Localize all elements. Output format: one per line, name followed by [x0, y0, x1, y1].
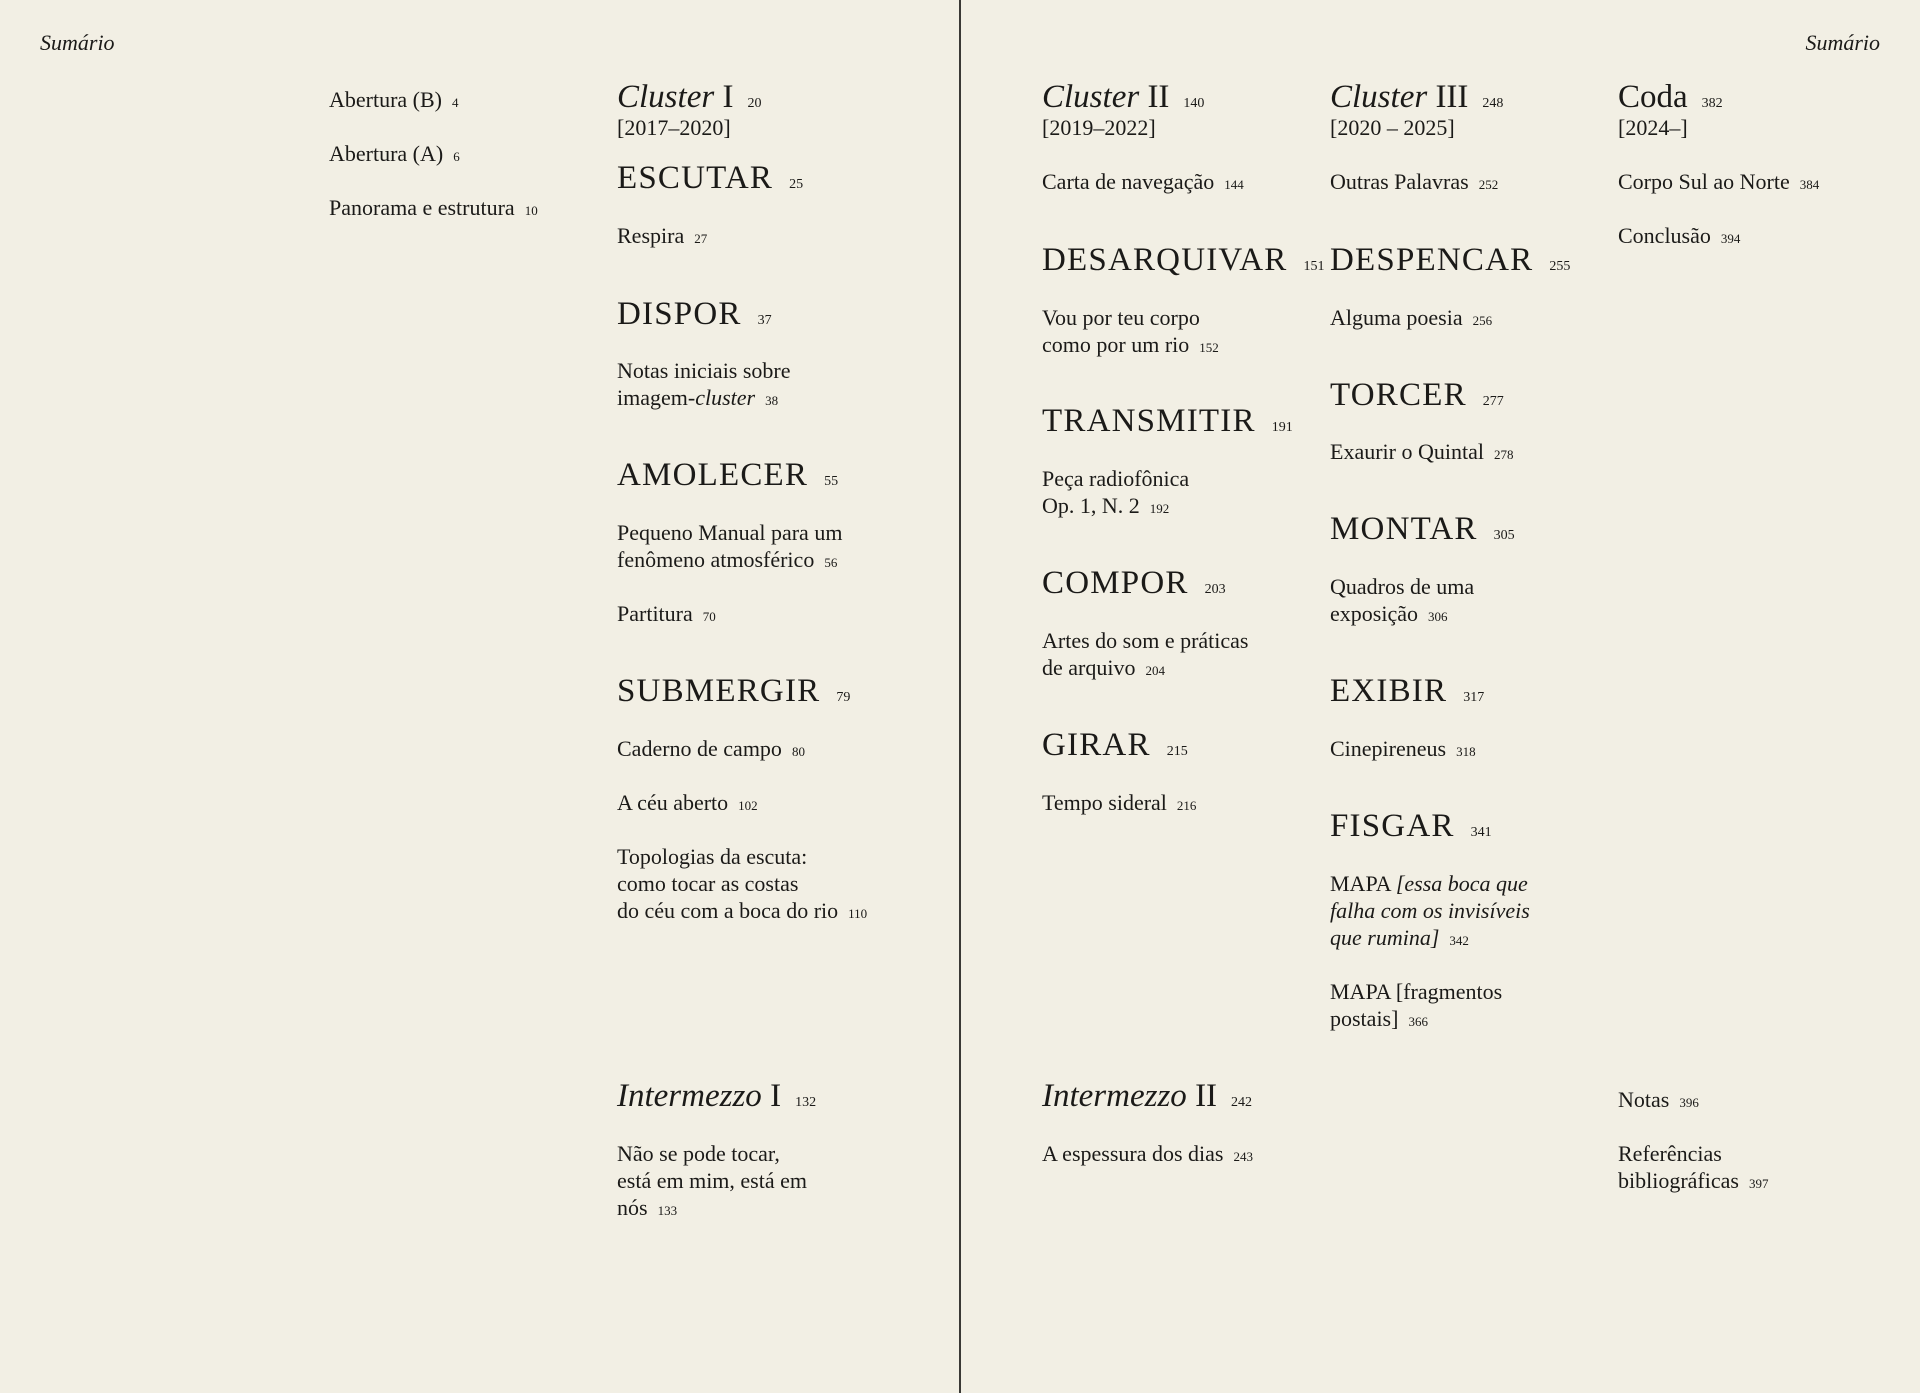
- page-number: 79: [836, 690, 851, 705]
- cluster-label: Cluster: [1042, 79, 1140, 115]
- page-number: 151: [1303, 259, 1325, 274]
- section-heading-fisgar[interactable]: [1330, 806, 1492, 853]
- page-number: 243: [1233, 1149, 1253, 1164]
- entry-line: bibliográficas: [1618, 1168, 1739, 1193]
- entry-label: Outras Palavras: [1330, 169, 1469, 194]
- intermezzo-numeral: II: [1195, 1078, 1218, 1114]
- intermezzo-numeral: I: [770, 1078, 782, 1114]
- entry-line: Peça radiofônica: [1042, 466, 1190, 491]
- intermezzo-2-title[interactable]: [1042, 1077, 1252, 1122]
- page-number: 215: [1166, 744, 1188, 759]
- entry-label: A espessura dos dias: [1042, 1141, 1224, 1166]
- page-number: 192: [1149, 501, 1170, 516]
- page-number: 10: [524, 203, 538, 218]
- cluster-2-dates: [2019–2022]: [1042, 115, 1156, 140]
- page-number: 384: [1799, 177, 1820, 192]
- page-number: 341: [1470, 825, 1492, 840]
- toc-entry-exaurir-o-quintal[interactable]: [1330, 438, 1630, 468]
- toc-entry-partitura[interactable]: [617, 600, 917, 630]
- page-number: 366: [1408, 1014, 1428, 1029]
- entry-line: Não se pode tocar,: [617, 1141, 780, 1166]
- entry-label: Respira: [617, 223, 685, 248]
- page-number: 4: [452, 95, 459, 110]
- page-number: 248: [1482, 96, 1504, 111]
- page-number: 317: [1463, 690, 1485, 705]
- entry-line: Artes do som e práticas: [1042, 628, 1249, 653]
- toc-entry-tempo-sideral[interactable]: [1042, 789, 1342, 819]
- page-number: 277: [1482, 394, 1504, 409]
- page-number: 242: [1231, 1095, 1253, 1110]
- cluster-numeral: I: [722, 79, 734, 115]
- page-number: 397: [1748, 1176, 1769, 1191]
- section-heading-amolecer[interactable]: [617, 455, 838, 502]
- section-heading-transmitir[interactable]: [1042, 401, 1293, 448]
- entry-line: Referências: [1618, 1141, 1722, 1166]
- page-number: 382: [1701, 96, 1723, 111]
- section-heading-compor[interactable]: [1042, 563, 1226, 610]
- heading-label: SUBMERGIR: [617, 673, 821, 709]
- entry-label: A céu aberto: [617, 790, 729, 815]
- entry-line-italic: falha com os invisíveis: [1330, 898, 1530, 923]
- heading-label: DISPOR: [617, 296, 742, 332]
- page-number: 110: [848, 906, 868, 921]
- entry-label: Alguma poesia: [1330, 305, 1463, 330]
- entry-line: Quadros de uma: [1330, 574, 1475, 599]
- section-heading-montar[interactable]: [1330, 509, 1515, 556]
- page-number: 306: [1427, 609, 1448, 624]
- section-heading-escutar[interactable]: [617, 158, 803, 205]
- page-number: 37: [757, 313, 772, 328]
- page-number: 203: [1204, 582, 1226, 597]
- page-number: 6: [453, 149, 460, 164]
- toc-entry-a-ceu-aberto[interactable]: [617, 789, 917, 819]
- page-number: 252: [1478, 177, 1499, 192]
- entry-label: Corpo Sul ao Norte: [1618, 169, 1790, 194]
- running-head-left: Sumário: [40, 30, 115, 55]
- page-number: 342: [1449, 933, 1469, 948]
- toc-entry-a-espessura-dos-dias[interactable]: [1042, 1140, 1342, 1170]
- entry-line: como por um rio: [1042, 332, 1190, 357]
- entry-line: MAPA [fragmentos: [1330, 979, 1503, 1004]
- heading-label: AMOLECER: [617, 457, 809, 493]
- toc-entry-topologias-da-escuta[interactable]: [617, 843, 917, 927]
- entry-label: Exaurir o Quintal: [1330, 439, 1484, 464]
- toc-entry-carta-de-navegacao[interactable]: [1042, 168, 1342, 198]
- entry-line: fenômeno atmosférico: [617, 547, 815, 572]
- section-heading-dispor[interactable]: [617, 294, 772, 341]
- entry-label: Abertura (B): [329, 87, 443, 112]
- page-number: 70: [702, 609, 716, 624]
- page-number: 152: [1199, 340, 1219, 355]
- entry-label: Conclusão: [1618, 223, 1711, 248]
- heading-label: TORCER: [1330, 377, 1467, 413]
- entry-line: Op. 1, N. 2: [1042, 493, 1140, 518]
- left-page: [0, 0, 959, 1393]
- entry-line: como tocar as costas: [617, 871, 799, 896]
- heading-label: ESCUTAR: [617, 160, 774, 196]
- right-page: [961, 0, 1920, 1393]
- heading-label: TRANSMITIR: [1042, 403, 1256, 439]
- toc-entry-mapa-fragmentos-postais[interactable]: [1330, 978, 1630, 1035]
- running-head-right: Sumário: [1805, 30, 1880, 55]
- entry-line: do céu com a boca do rio: [617, 898, 839, 923]
- toc-entry-pequeno-manual[interactable]: [617, 519, 917, 576]
- page-number: 132: [795, 1095, 817, 1110]
- entry-line: de arquivo: [1042, 655, 1136, 680]
- section-heading-desarquivar[interactable]: [1042, 240, 1324, 287]
- cluster-label: Cluster: [1330, 79, 1428, 115]
- section-heading-girar[interactable]: [1042, 725, 1188, 772]
- toc-entry-caderno-de-campo[interactable]: [617, 735, 917, 765]
- page-number: 102: [738, 798, 758, 813]
- entry-label: Abertura (A): [329, 141, 444, 166]
- entry-label: Carta de navegação: [1042, 169, 1215, 194]
- page-number: 38: [765, 393, 779, 408]
- toc-entry-mapa-essa-boca[interactable]: [1330, 870, 1630, 954]
- coda-label: Coda: [1618, 79, 1688, 115]
- page-number: 305: [1493, 528, 1515, 543]
- page-number: 20: [747, 96, 762, 111]
- entry-label: Partitura: [617, 601, 693, 626]
- intermezzo-label: Intermezzo: [617, 1078, 762, 1114]
- page-number: 27: [694, 231, 708, 246]
- toc-entry-nao-se-pode-tocar[interactable]: [617, 1140, 917, 1224]
- section-heading-submergir[interactable]: [617, 671, 850, 718]
- entry-line: nós: [617, 1195, 648, 1220]
- page-number: 278: [1493, 447, 1514, 462]
- entry-label: Cinepireneus: [1330, 736, 1447, 761]
- toc-entry-abertura-a[interactable]: [329, 140, 629, 170]
- entry-line: Vou por teu corpo: [1042, 305, 1200, 330]
- cluster-numeral: III: [1435, 79, 1469, 115]
- entry-line-italic: cluster: [695, 385, 756, 410]
- page-number: 256: [1472, 313, 1493, 328]
- page-number: 318: [1456, 744, 1476, 759]
- entry-line: Notas iniciais sobre: [617, 358, 791, 383]
- page-number: 133: [657, 1203, 678, 1218]
- page-number: 396: [1679, 1095, 1699, 1110]
- entry-line: Topologias da escuta:: [617, 844, 808, 869]
- page-number: 204: [1145, 663, 1165, 678]
- toc-entry-panorama[interactable]: [329, 194, 629, 224]
- heading-label: DESPENCAR: [1330, 242, 1534, 278]
- cluster-3-dates: [2020 – 2025]: [1330, 115, 1455, 140]
- page-number: 80: [791, 744, 805, 759]
- entry-line-italic: [essa boca que: [1395, 871, 1528, 896]
- entry-line: postais]: [1330, 1006, 1399, 1031]
- entry-line: imagem-: [617, 385, 696, 410]
- entry-label: Notas: [1618, 1087, 1670, 1112]
- toc-entry-abertura-b[interactable]: [329, 86, 629, 116]
- entry-label: Panorama e estrutura: [329, 195, 515, 220]
- page-number: 55: [824, 474, 839, 489]
- entry-line: Pequeno Manual para um: [617, 520, 843, 545]
- toc-entry-corpo-sul-ao-norte[interactable]: [1618, 168, 1918, 198]
- page-number: 394: [1720, 231, 1741, 246]
- toc-entry-referencias[interactable]: [1618, 1140, 1918, 1197]
- entry-line-italic: que rumina]: [1330, 925, 1440, 950]
- section-heading-exibir[interactable]: [1330, 671, 1484, 718]
- heading-label: DESARQUIVAR: [1042, 242, 1288, 278]
- toc-entry-quadros-de-uma-exposicao[interactable]: [1330, 573, 1630, 630]
- toc-entry-cinepireneus[interactable]: [1330, 735, 1630, 765]
- entry-line: MAPA: [1330, 871, 1396, 896]
- toc-entry-respira[interactable]: [617, 222, 917, 252]
- toc-entry-notas-iniciais[interactable]: [617, 357, 917, 414]
- cluster-numeral: II: [1147, 79, 1170, 115]
- entry-line: está em mim, está em: [617, 1168, 807, 1193]
- heading-label: EXIBIR: [1330, 673, 1448, 709]
- coda-dates: [2024–]: [1618, 115, 1688, 140]
- heading-label: GIRAR: [1042, 727, 1151, 763]
- toc-entry-conclusao[interactable]: [1618, 222, 1918, 252]
- intermezzo-label: Intermezzo: [1042, 1078, 1187, 1114]
- toc-entry-outras-palavras[interactable]: [1330, 168, 1630, 198]
- heading-label: FISGAR: [1330, 808, 1455, 844]
- heading-label: MONTAR: [1330, 511, 1478, 547]
- heading-label: COMPOR: [1042, 565, 1189, 601]
- entry-label: Tempo sideral: [1042, 790, 1167, 815]
- page-number: 255: [1549, 259, 1571, 274]
- toc-entry-vou-por-teu-corpo[interactable]: [1042, 304, 1342, 361]
- page-number: 144: [1224, 177, 1244, 192]
- section-heading-despencar[interactable]: [1330, 240, 1570, 287]
- toc-entry-notas[interactable]: [1618, 1086, 1918, 1116]
- page-number: 216: [1176, 798, 1197, 813]
- toc-entry-artes-do-som[interactable]: [1042, 627, 1342, 684]
- toc-entry-peca-radiofonica[interactable]: [1042, 465, 1342, 522]
- page-number: 25: [789, 177, 804, 192]
- intermezzo-1-title[interactable]: [617, 1077, 816, 1122]
- entry-label: Caderno de campo: [617, 736, 782, 761]
- page-number: 56: [824, 555, 838, 570]
- toc-entry-alguma-poesia[interactable]: [1330, 304, 1630, 334]
- cluster-label: Cluster: [617, 79, 715, 115]
- entry-line: exposição: [1330, 601, 1418, 626]
- section-heading-torcer[interactable]: [1330, 375, 1504, 422]
- page-number: 140: [1183, 96, 1205, 111]
- page-number: 191: [1271, 420, 1293, 435]
- cluster-1-dates: [2017–2020]: [617, 115, 731, 140]
